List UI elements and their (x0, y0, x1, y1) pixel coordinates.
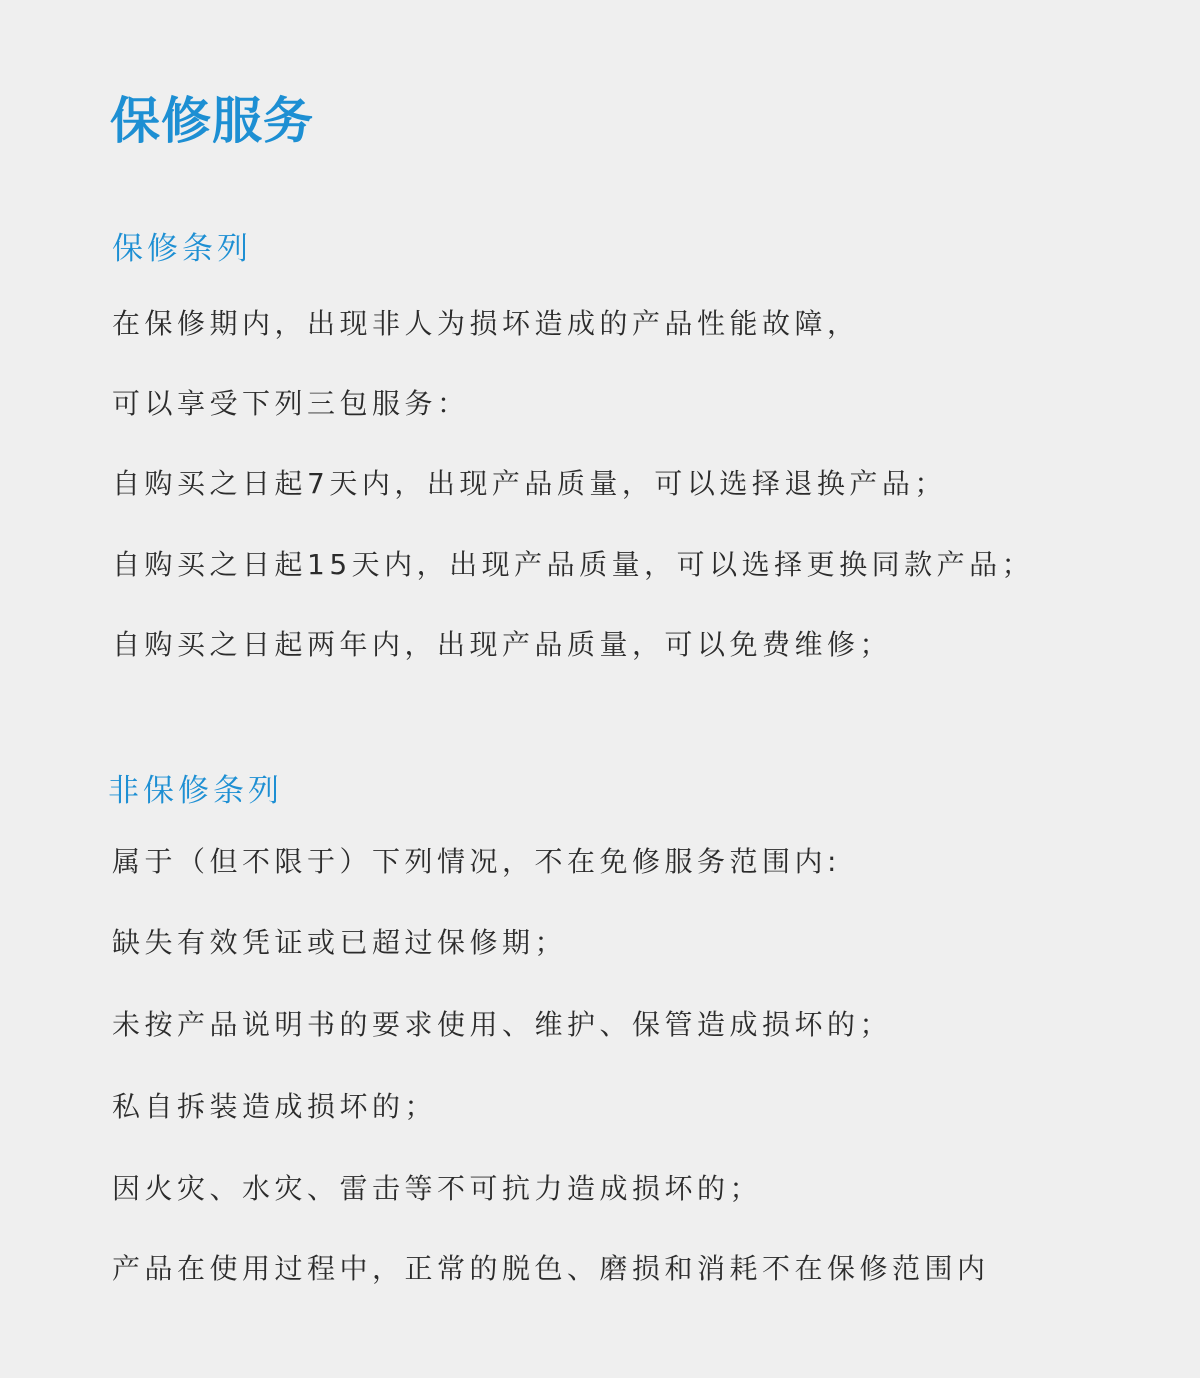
warranty-line: 在保修期内，出现非人为损坏造成的产品性能故障， (112, 307, 860, 340)
warranty-line: 可以享受下列三包服务： (112, 387, 470, 420)
non-warranty-line: 因火灾、水灾、雷击等不可抗力造成损坏的； (112, 1172, 763, 1205)
non-warranty-line: 属于（但不限于）下列情况，不在免修服务范围内: (112, 845, 841, 878)
warranty-line: 自购买之日起两年内，出现产品质量，可以免费维修； (112, 628, 893, 661)
page-title: 保修服务 (110, 92, 314, 150)
non-warranty-line: 未按产品说明书的要求使用、维护、保管造成损坏的； (112, 1008, 893, 1041)
non-warranty-line: 私自拆装造成损坏的； (112, 1090, 438, 1123)
warranty-line: 自购买之日起15天内，出现产品质量，可以选择更换同款产品； (112, 548, 1035, 581)
warranty-section-heading: 保修条列 (112, 231, 252, 267)
non-warranty-line: 缺失有效凭证或已超过保修期； (112, 926, 568, 959)
non-warranty-section-heading: 非保修条列 (108, 773, 283, 809)
warranty-line: 自购买之日起7天内，出现产品质量，可以选择退换产品； (112, 467, 947, 500)
non-warranty-line: 产品在使用过程中，正常的脱色、磨损和消耗不在保修范围内 (112, 1252, 990, 1285)
